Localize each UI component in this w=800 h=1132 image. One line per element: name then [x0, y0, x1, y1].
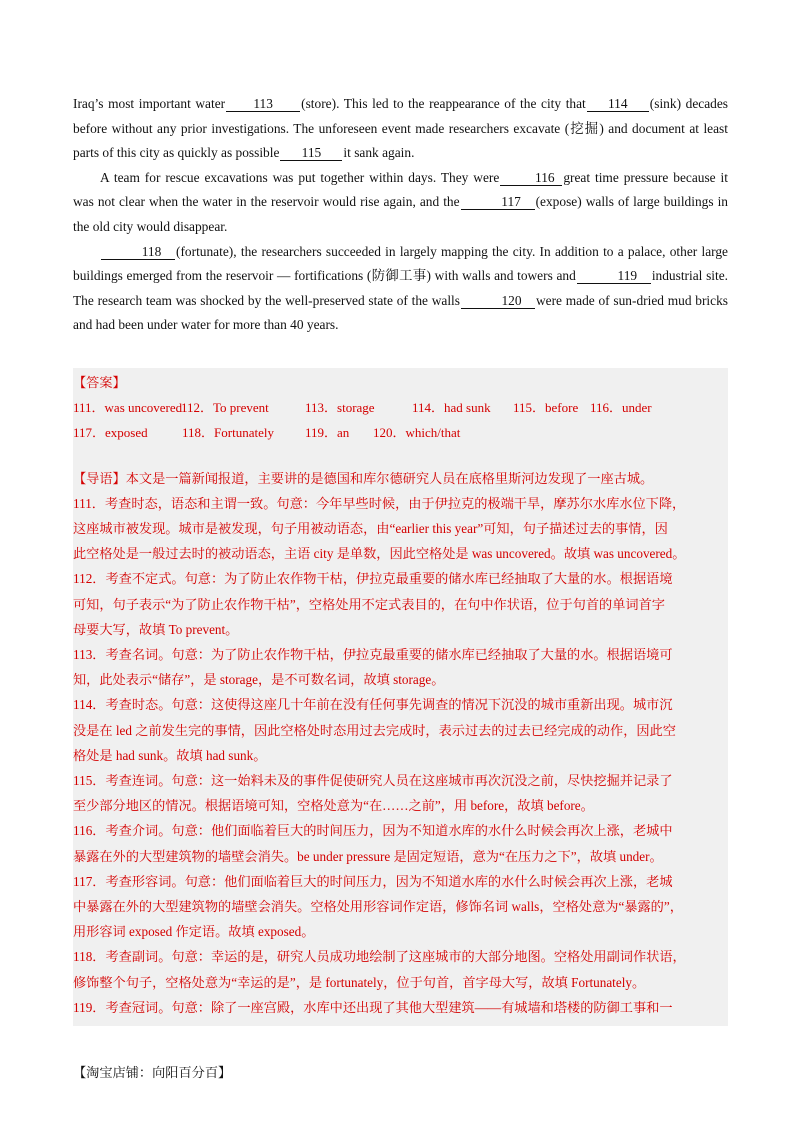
passage-text: (expose) walls of large buildings in the old city would disappear. — [73, 194, 729, 234]
analysis-line: 119．考查冠词。句意：除了一座宫殿，水库中还出现了其他大型建筑——有城墙和塔楼的防御工事和一 — [73, 999, 673, 1015]
answer-112: 112．To prevent — [181, 400, 269, 416]
passage-text: (fortunate), the researchers succeeded in largely mapping the city. In addition to a palace, other large buildings emerged from the reservoir — fortifications (防御工事) with walls and towers and — [73, 243, 728, 284]
analysis-line: 修饰整个句子，空格处意为“幸运的是”，是 fortunately，位于句首，首字母大写，故填 Fortunately。 — [73, 974, 646, 990]
analysis-line: 此空格处是一般过去时的被动语态，主语 city 是单数，因此空格处是 was uncovered。故填 was uncovered。 — [73, 546, 686, 562]
analysis-line: 117．考查形容词。句意：他们面临着巨大的时间压力，因为不知道水库的水什么时候会再次上涨，老城 — [73, 873, 673, 889]
answer-118: 118．Fortunately — [182, 425, 274, 441]
analysis-line: 113．考查名词。句意：为了防止农作物干枯，伊拉克最重要的储水库已经抽取了大量的水。根据语境可 — [73, 646, 673, 662]
analysis-line: 114．考查时态。句意：这使得这座几十年前在没有任何事先调查的情况下沉没的城市重新出现。城市沉 — [73, 697, 673, 713]
passage-text: great time pressure because it was not clear when the water in the reservoir would rise again, and the — [73, 169, 728, 210]
analysis-line: 115．考查连词。句意：这一始料未及的事件促使研究人员在这座城市再次沉没之前，尽快挖掘并记录了 — [73, 772, 673, 788]
analysis-line: 用形容词 exposed 作定语。故填 exposed。 — [73, 924, 315, 940]
shop-footer: 【淘宝店铺：向阳百分百】 — [73, 1066, 232, 1081]
answer-114: 114．had sunk — [412, 400, 491, 416]
passage-text: A team for rescue excavations was put together within days. They were — [100, 169, 500, 185]
analysis-line: 中暴露在外的大型建筑物的墙壁会消失。空格处用形容词作定语，修饰名词 walls，空格处意为“暴露的”， — [73, 899, 683, 914]
analysis-line: 这座城市被发现。城市是被发现，句子用被动语态，由“earlier this year”可知，句子描述过去的事情，因 — [73, 520, 668, 536]
blank-116: 116 — [500, 170, 562, 186]
blank-115: 115 — [280, 145, 342, 161]
passage-paragraph-2 — [73, 166, 728, 240]
answer-heading: 【答案】 — [73, 374, 126, 390]
passage-text: Iraq’s most important water — [73, 96, 226, 111]
answer-116: 116．under — [590, 400, 652, 416]
analysis-line: 至少部分地区的情况。根据语境可知，空格处意为“在……之前”，用 before，故填 before。 — [73, 798, 594, 814]
analysis-line: 格处是 had sunk。故填 had sunk。 — [73, 747, 267, 763]
passage-paragraph-3 — [73, 240, 728, 338]
passage-text: were made of sun-dried mud bricks and had been under water for more than 40 years. — [73, 292, 728, 333]
answer-119: 119．an — [305, 425, 350, 441]
passage-text: (store). This led to the reappearance of the city that — [301, 96, 586, 111]
analysis-line: 118．考查副词。句意：幸运的是，研究人员成功地绘制了这座城市的大部分地图。空格处用副词作状语， — [73, 949, 686, 965]
answer-111: 111．was uncovered — [73, 400, 183, 416]
analysis-line: 没是在 led 之前发生完的事情，因此空格处时态用过去完成时，表示过去的过去已经完成的动作，因此空 — [73, 722, 676, 738]
analysis-section — [73, 466, 728, 1020]
analysis-line: 112．考查不定式。句意：为了防止农作物干枯，伊拉克最重要的储水库已经抽取了大量的水。根据语境 — [73, 571, 673, 587]
blank-118: 118 — [101, 244, 175, 260]
analysis-line: 111．考查时态，语态和主谓一致。句意：今年早些时候，由于伊拉克的极端干旱，摩苏尔水库水位下降， — [73, 495, 686, 511]
passage — [73, 92, 728, 338]
passage-text: industrial site. The research team was shocked by the well-preserved state of the walls — [73, 268, 729, 308]
blank-113: 113 — [226, 96, 300, 112]
analysis-line: 【导语】本文是一篇新闻报道，主要讲的是德国和库尔德研究人员在底格里斯河边发现了一座古城。 — [73, 470, 654, 486]
blank-120: 120 — [461, 293, 535, 309]
answer-120: 120．which/that — [373, 425, 461, 441]
passage-text: (sink) decades before without any prior investigations. The unforeseen event made researchers excavate (挖掘) and document at least parts of this city as quickly as possible — [73, 96, 728, 161]
answer-113: 113．storage — [305, 400, 375, 416]
blank-114: 114 — [587, 96, 649, 112]
passage-text: it sank again. — [343, 145, 415, 161]
blank-119: 119 — [577, 268, 651, 284]
answer-115: 115．before — [513, 400, 579, 416]
answer-117: 117．exposed — [73, 425, 148, 441]
answer-list — [73, 395, 728, 445]
document-page — [73, 92, 728, 1026]
analysis-line: 可知，句子表示“为了防止农作物干枯”，空格处用不定式表目的，在句中作状语，位于句首的单词首字 — [73, 596, 665, 612]
analysis-line: 116．考查介词。句意：他们面临着巨大的时间压力，因为不知道水库的水什么时候会再次上涨，老城中 — [73, 823, 673, 839]
analysis-line: 知，此处表示“储存”，是 storage，是不可数名词，故填 storage。 — [73, 672, 445, 688]
blank-117: 117 — [461, 194, 535, 210]
passage-paragraph-1 — [73, 92, 728, 166]
analysis-line: 母要大写，故填 To prevent。 — [73, 621, 239, 637]
analysis-line: 暴露在外的大型建筑物的墙壁会消失。be under pressure 是固定短语，意为“在压力之下”，故填 under。 — [73, 848, 663, 864]
answer-block — [73, 368, 728, 1026]
